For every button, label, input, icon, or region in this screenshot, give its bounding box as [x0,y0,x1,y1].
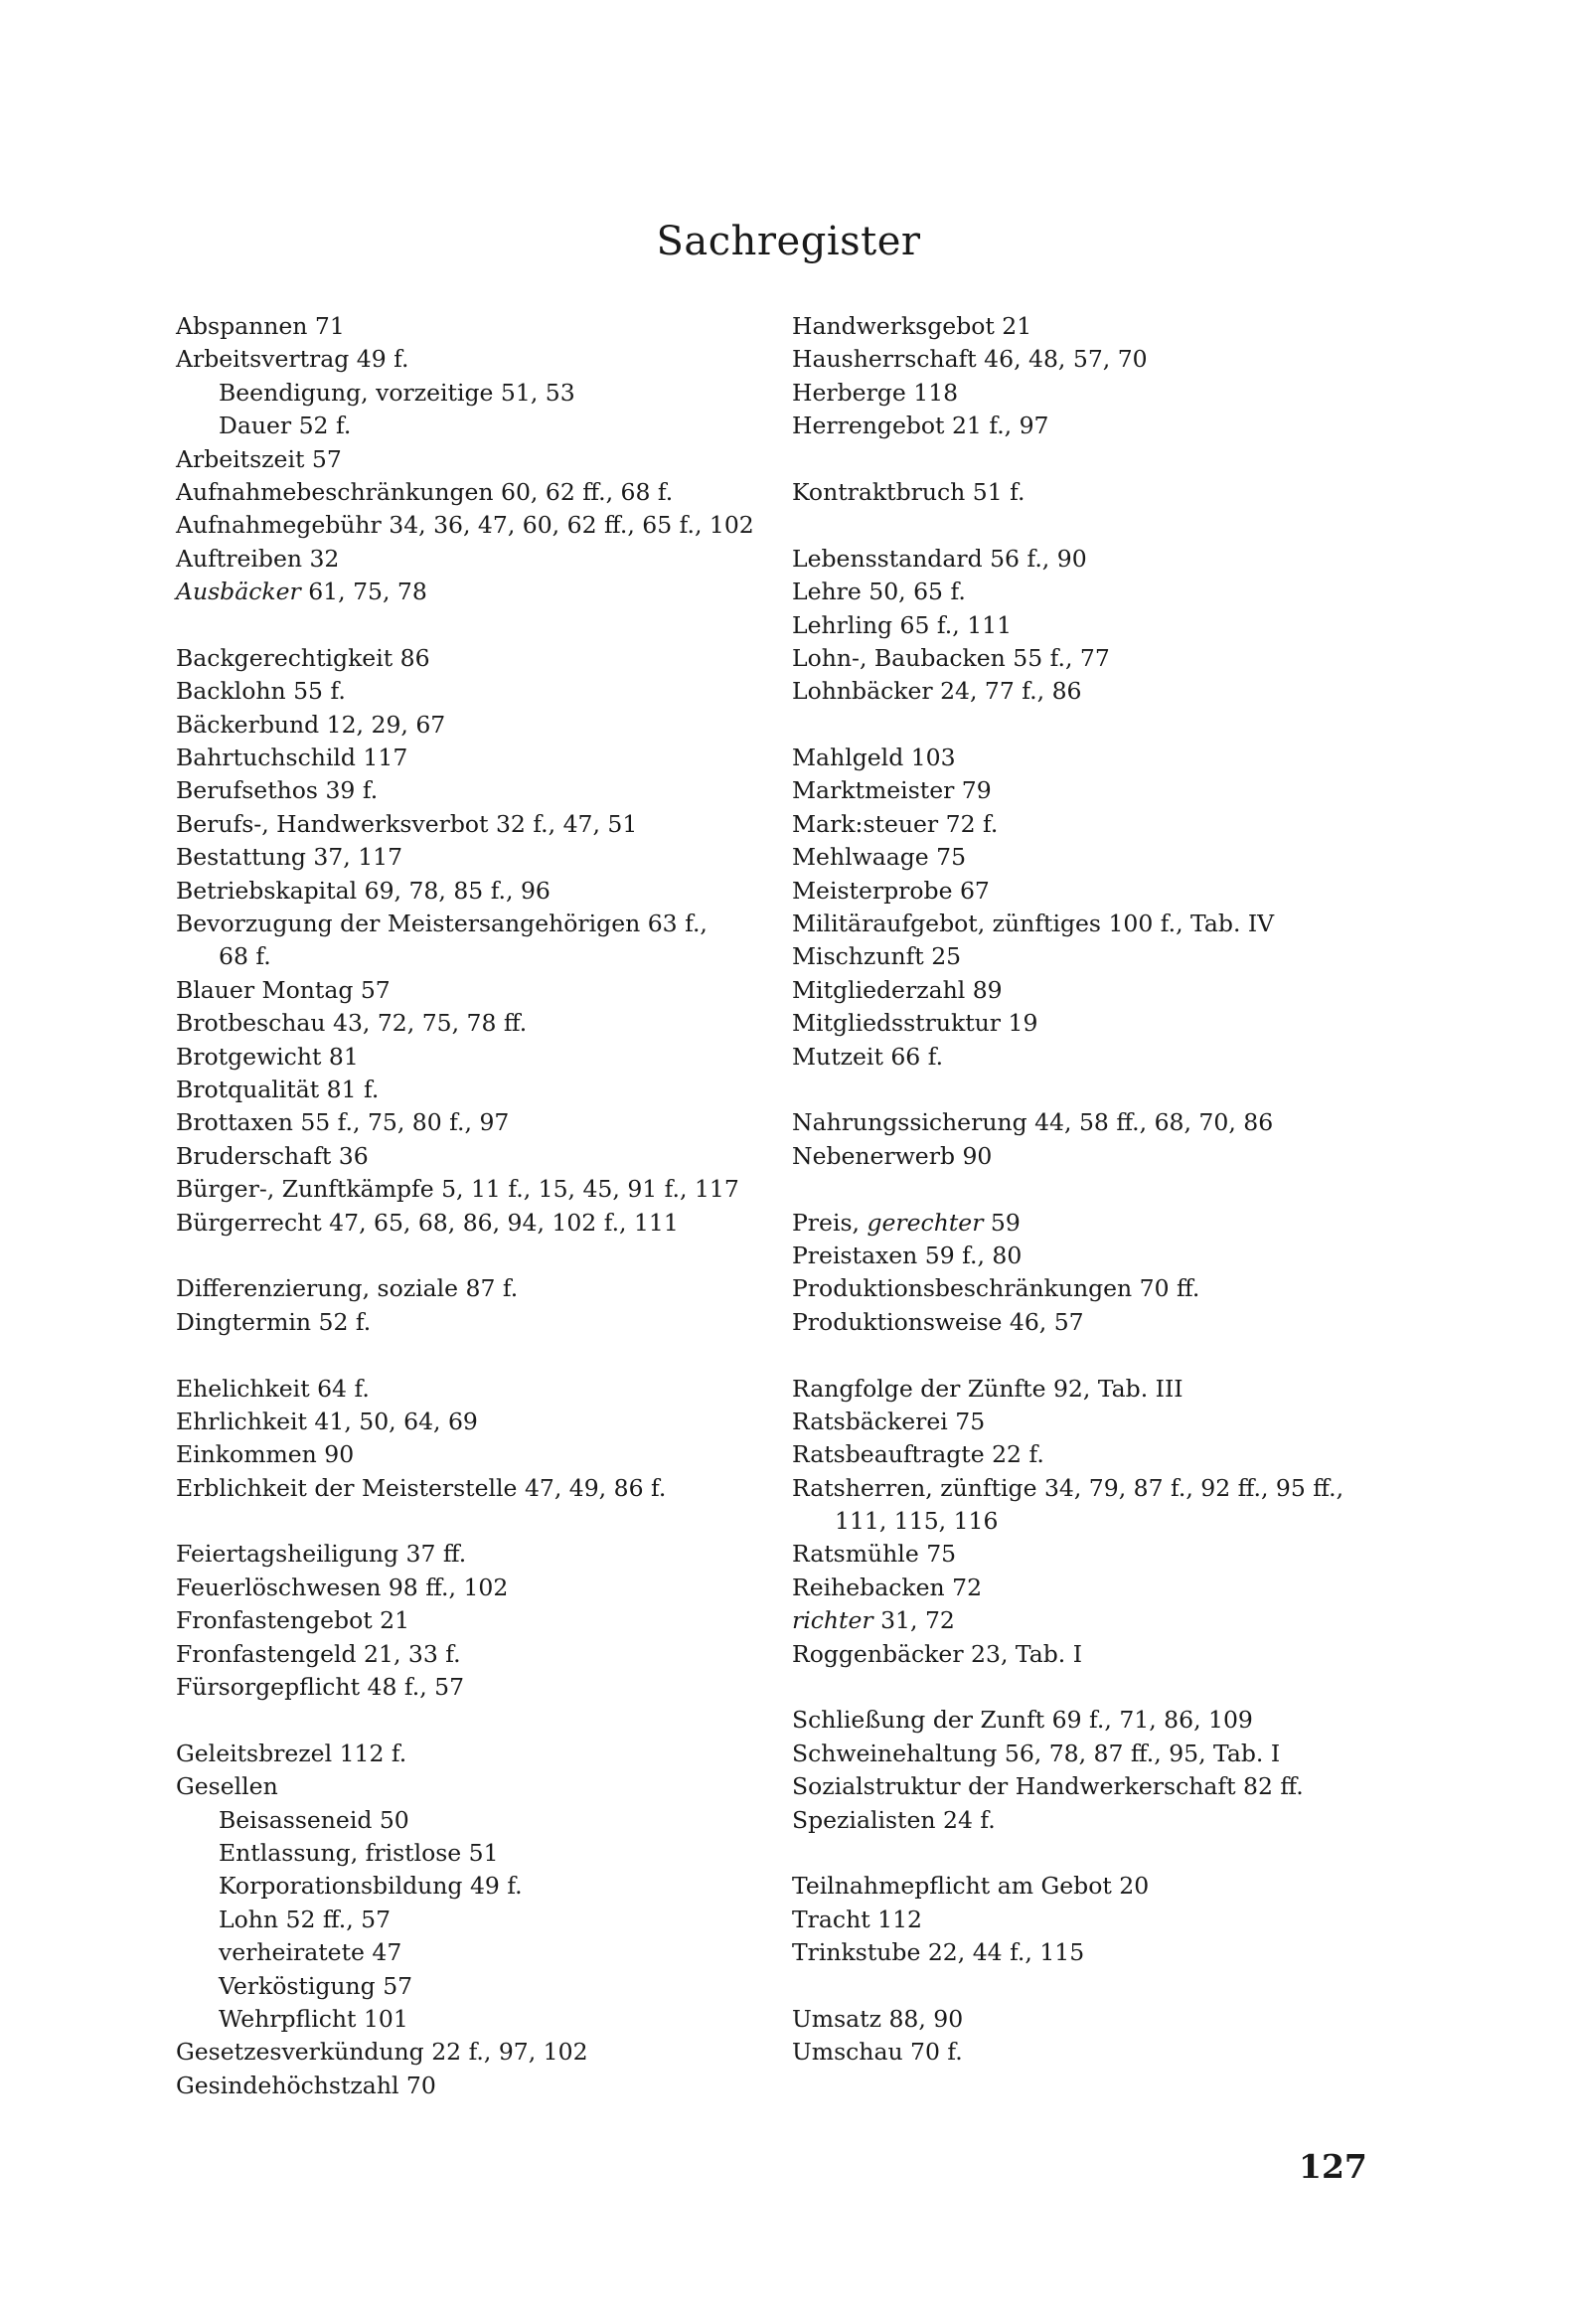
index-text: Fürsorgepflicht 48 f., 57 [176,1673,465,1702]
index-text: Arbeitszeit 57 [176,444,342,473]
index-text: Spezialisten 24 f. [792,1805,996,1834]
index-text: Lohn 52 ff., 57 [219,1905,392,1933]
index-text: Roggenbäcker 23, Tab. I [792,1639,1083,1668]
index-entry [792,1572,1408,1604]
index-entry [176,343,792,376]
section-gap [792,1671,1408,1704]
index-entry [792,808,1408,841]
index-entry [792,642,1408,675]
index-entry [792,1041,1408,1074]
index-entry [176,1604,792,1637]
index-text: Dingtermin 52 f. [176,1307,372,1336]
index-text: verheiratete 47 [219,1938,402,1967]
index-text: Mutzeit 66 f. [792,1042,944,1071]
index-entry [792,742,1408,774]
index-text: Ratsmühle 75 [792,1540,957,1569]
section-gap [792,443,1408,476]
index-text: Lehrling 65 f., 111 [792,610,1013,639]
index-text: Bestattung 37, 117 [176,843,403,872]
index-entry [176,1538,792,1571]
index-text: Mischzunft 25 [792,942,962,971]
index-text: Preistaxen 59 f., 80 [792,1241,1023,1269]
index-entry [176,974,792,1007]
index-entry [176,675,792,708]
index-entry [176,543,792,576]
index-entry [792,476,1408,509]
index-text: Mahlgeld 103 [792,744,956,772]
index-entry [176,774,792,807]
section-gap [792,509,1408,542]
index-text: Mark:steuer 72 f. [792,809,999,838]
index-text: Korporationsbildung 49 f. [219,1872,523,1901]
index-entry [792,1240,1408,1272]
index-subentry [176,1936,792,1969]
index-text: Aufnahmebeschränkungen 60, 62 ff., 68 f. [176,477,674,506]
index-entry [176,1406,792,1438]
index-entry [792,1140,1408,1173]
index-subentry [176,1904,792,1936]
index-entry [792,875,1408,908]
index-text: Beendigung, vorzeitige 51, 53 [219,378,575,407]
index-text: Berufsethos 39 f. [176,776,379,805]
index-text: Bahrtuchschild 117 [176,744,408,772]
index-entry [176,1074,792,1106]
index-subentry [176,2003,792,2036]
index-text: Auftreiben 32 [176,544,340,573]
index-entry [792,543,1408,576]
index-term-italic: richter [792,1606,873,1635]
index-entry [176,1207,792,1240]
index-entry [792,940,1408,973]
index-text: Lehre 50, 65 f. [792,578,966,606]
index-entry [176,1438,792,1471]
index-text: Handwerksgebot 21 [792,312,1032,340]
index-entry [176,1572,792,1604]
index-entry [792,1472,1408,1505]
index-entry [792,1538,1408,1571]
index-text: Herrengebot 21 f., 97 [792,412,1049,440]
index-entry [176,841,792,874]
index-text: Differenzierung, soziale 87 f. [176,1274,519,1303]
index-entry [792,377,1408,410]
index-entry [792,1106,1408,1139]
index-text: 31, 72 [872,1606,955,1635]
index-text: Kontraktbruch 51 f. [792,477,1025,506]
index-text: Trinkstube 22, 44 f., 115 [792,1938,1085,1967]
index-text: Nebenerwerb 90 [792,1141,993,1170]
index-text: Ratsherren, zünftige 34, 79, 87 f., 92 ff., 95 ff., [792,1473,1344,1502]
index-text: Backlohn 55 f. [176,677,346,706]
index-text: Teilnahmepflicht am Gebot 20 [792,1872,1150,1901]
index-text: 111, 115, 116 [835,1507,999,1536]
index-entry [792,1770,1408,1803]
index-text: Reihebacken 72 [792,1573,983,1601]
index-entry [176,576,792,608]
index-entry [176,1173,792,1206]
page-number: 127 [1299,2147,1367,2186]
index-entry [792,774,1408,807]
index-text: Bruderschaft 36 [176,1141,369,1170]
section-gap [176,1505,792,1538]
index-entry [176,310,792,343]
index-entry [176,1306,792,1339]
index-text: Entlassung, fristlose 51 [219,1838,499,1867]
section-gap [176,1339,792,1372]
index-text: Lohn-, Baubacken 55 f., 77 [792,643,1110,672]
index-entry [792,1207,1408,1240]
index-entry [792,1638,1408,1671]
page-title: Sachregister [656,219,921,264]
index-entry-continuation [792,1505,1408,1538]
index-entry [176,1106,792,1139]
index-text: Rangfolge der Zünfte 92, Tab. III [792,1374,1183,1403]
index-text: Produktionsweise 46, 57 [792,1307,1084,1336]
index-text: Marktmeister 79 [792,776,992,805]
index-entry [792,609,1408,642]
index-entry [176,1373,792,1406]
section-gap [792,1173,1408,1206]
index-term-italic: Ausbäcker [176,578,301,606]
index-entry [792,1738,1408,1770]
index-entry [792,343,1408,376]
index-entry [792,1904,1408,1936]
index-entry [176,1041,792,1074]
index-text: Mitgliederzahl 89 [792,975,1003,1004]
index-text: Fronfastengeld 21, 33 f. [176,1639,461,1668]
index-entry [176,2036,792,2069]
index-entry [792,1804,1408,1837]
index-entry [792,310,1408,343]
index-text: Mehlwaage 75 [792,843,967,872]
index-text: Geleitsbrezel 112 f. [176,1739,407,1767]
index-entry [792,1438,1408,1471]
index-text: Gesindehöchstzahl 70 [176,2071,436,2099]
index-entry [792,576,1408,608]
index-text: Beisasseneid 50 [219,1805,409,1834]
index-text: Einkommen 90 [176,1440,355,1469]
index-subentry [176,1804,792,1837]
index-text: Lebensstandard 56 f., 90 [792,544,1087,573]
index-text: Bürgerrecht 47, 65, 68, 86, 94, 102 f., 111 [176,1208,679,1237]
section-gap [176,609,792,642]
index-text: Meisterprobe 67 [792,876,990,905]
index-text: Hausherrschaft 46, 48, 57, 70 [792,345,1148,374]
index-entry [792,1870,1408,1903]
index-subentry [176,377,792,410]
index-entry [176,742,792,774]
index-text: Arbeitsvertrag 49 f. [176,345,409,374]
index-entry [176,1272,792,1305]
section-gap [176,1240,792,1272]
index-text: Gesetzesverkündung 22 f., 97, 102 [176,2038,588,2067]
index-entry [792,1272,1408,1305]
index-text: Abspannen 71 [176,312,345,340]
index-text: Wehrpflicht 101 [219,2004,408,2033]
index-entry [792,2003,1408,2036]
index-subentry [176,1837,792,1870]
index-text: Backgerechtigkeit 86 [176,643,430,672]
index-entry [176,908,792,940]
index-text: Erblichkeit der Meisterstelle 47, 49, 86 f. [176,1473,667,1502]
index-text: Lohnbäcker 24, 77 f., 86 [792,677,1082,706]
index-text: Nahrungssicherung 44, 58 ff., 68, 70, 86 [792,1108,1274,1137]
section-gap [792,1339,1408,1372]
index-text: 61, 75, 78 [300,578,427,606]
index-text: Mitgliedsstruktur 19 [792,1009,1038,1038]
index-text: Bevorzugung der Meistersangehörigen 63 f., [176,910,708,938]
index-text: Brotqualität 81 f. [176,1075,380,1103]
index-text: Herberge 118 [792,378,959,407]
index-text: Blauer Montag 57 [176,975,391,1004]
index-entry [176,1472,792,1505]
index-text: Verköstigung 57 [219,1971,413,2000]
index-entry [792,1007,1408,1040]
index-entry [176,476,792,509]
index-text: Ratsbeauftragte 22 f. [792,1440,1044,1469]
index-entry [792,1306,1408,1339]
index-entry [792,675,1408,708]
index-entry [176,875,792,908]
index-subentry [176,1970,792,2003]
index-entry [176,642,792,675]
index-text: Produktionsbeschränkungen 70 ff. [792,1274,1200,1303]
index-text: Brotbeschau 43, 72, 75, 78 ff. [176,1009,528,1038]
index-entry [176,1007,792,1040]
index-subentry [176,410,792,442]
section-gap [792,709,1408,742]
index-text: Brotgewicht 81 [176,1042,359,1071]
index-entry [176,1738,792,1770]
index-entry [792,1604,1408,1637]
index-text: Preis, [792,1208,867,1237]
index-entry [176,443,792,476]
index-text: Berufs-, Handwerksverbot 32 f., 47, 51 [176,809,638,838]
index-entry [792,2036,1408,2069]
index-text: Betriebskapital 69, 78, 85 f., 96 [176,876,551,905]
section-gap [792,1970,1408,2003]
index-text: Brottaxen 55 f., 75, 80 f., 97 [176,1108,510,1137]
index-entry [176,1140,792,1173]
index-text: Gesellen [176,1772,278,1801]
index-text: Bürger-, Zunftkämpfe 5, 11 f., 15, 45, 91 f., 117 [176,1175,739,1204]
index-text: Schließung der Zunft 69 f., 71, 86, 109 [792,1706,1253,1735]
index-text: 68 f. [219,942,271,971]
index-entry [792,410,1408,442]
index-entry [792,1936,1408,1969]
index-text: Feiertagsheiligung 37 ff. [176,1540,467,1569]
index-text: Ehelichkeit 64 f. [176,1374,370,1403]
index-entry [176,2070,792,2102]
index-column-left [176,310,792,2102]
index-entry [176,1770,792,1803]
index-term-italic: gerechter [867,1208,984,1237]
index-entry [792,1704,1408,1737]
index-entry [792,974,1408,1007]
index-subentry [176,1870,792,1903]
index-entry [792,908,1408,940]
index-entry [792,1373,1408,1406]
index-column-right [792,310,1408,2070]
index-text: Bäckerbund 12, 29, 67 [176,710,446,739]
section-gap [792,1837,1408,1870]
index-text: Militäraufgebot, zünftiges 100 f., Tab. IV [792,910,1275,938]
index-entry [176,1638,792,1671]
index-text: Ehrlichkeit 41, 50, 64, 69 [176,1407,478,1435]
index-text: Umsatz 88, 90 [792,2004,964,2033]
index-text: Aufnahmegebühr 34, 36, 47, 60, 62 ff., 65 f., 102 [176,511,754,540]
index-entry [792,841,1408,874]
index-entry [176,1671,792,1704]
index-entry [176,509,792,542]
index-text: Ratsbäckerei 75 [792,1407,986,1435]
index-text: Tracht 112 [792,1905,922,1933]
index-text: Umschau 70 f. [792,2038,963,2067]
index-entry-continuation [176,940,792,973]
section-gap [792,1074,1408,1106]
index-entry [792,1406,1408,1438]
index-entry [176,808,792,841]
section-gap [176,1704,792,1737]
index-text: Dauer 52 f. [219,412,352,440]
index-entry [176,709,792,742]
index-text: Sozialstruktur der Handwerkerschaft 82 ff. [792,1772,1304,1801]
index-text: Feuerlöschwesen 98 ff., 102 [176,1573,509,1601]
index-text: 59 [983,1208,1021,1237]
index-text: Fronfastengebot 21 [176,1606,410,1635]
index-text: Schweinehaltung 56, 78, 87 ff., 95, Tab. I [792,1739,1281,1767]
